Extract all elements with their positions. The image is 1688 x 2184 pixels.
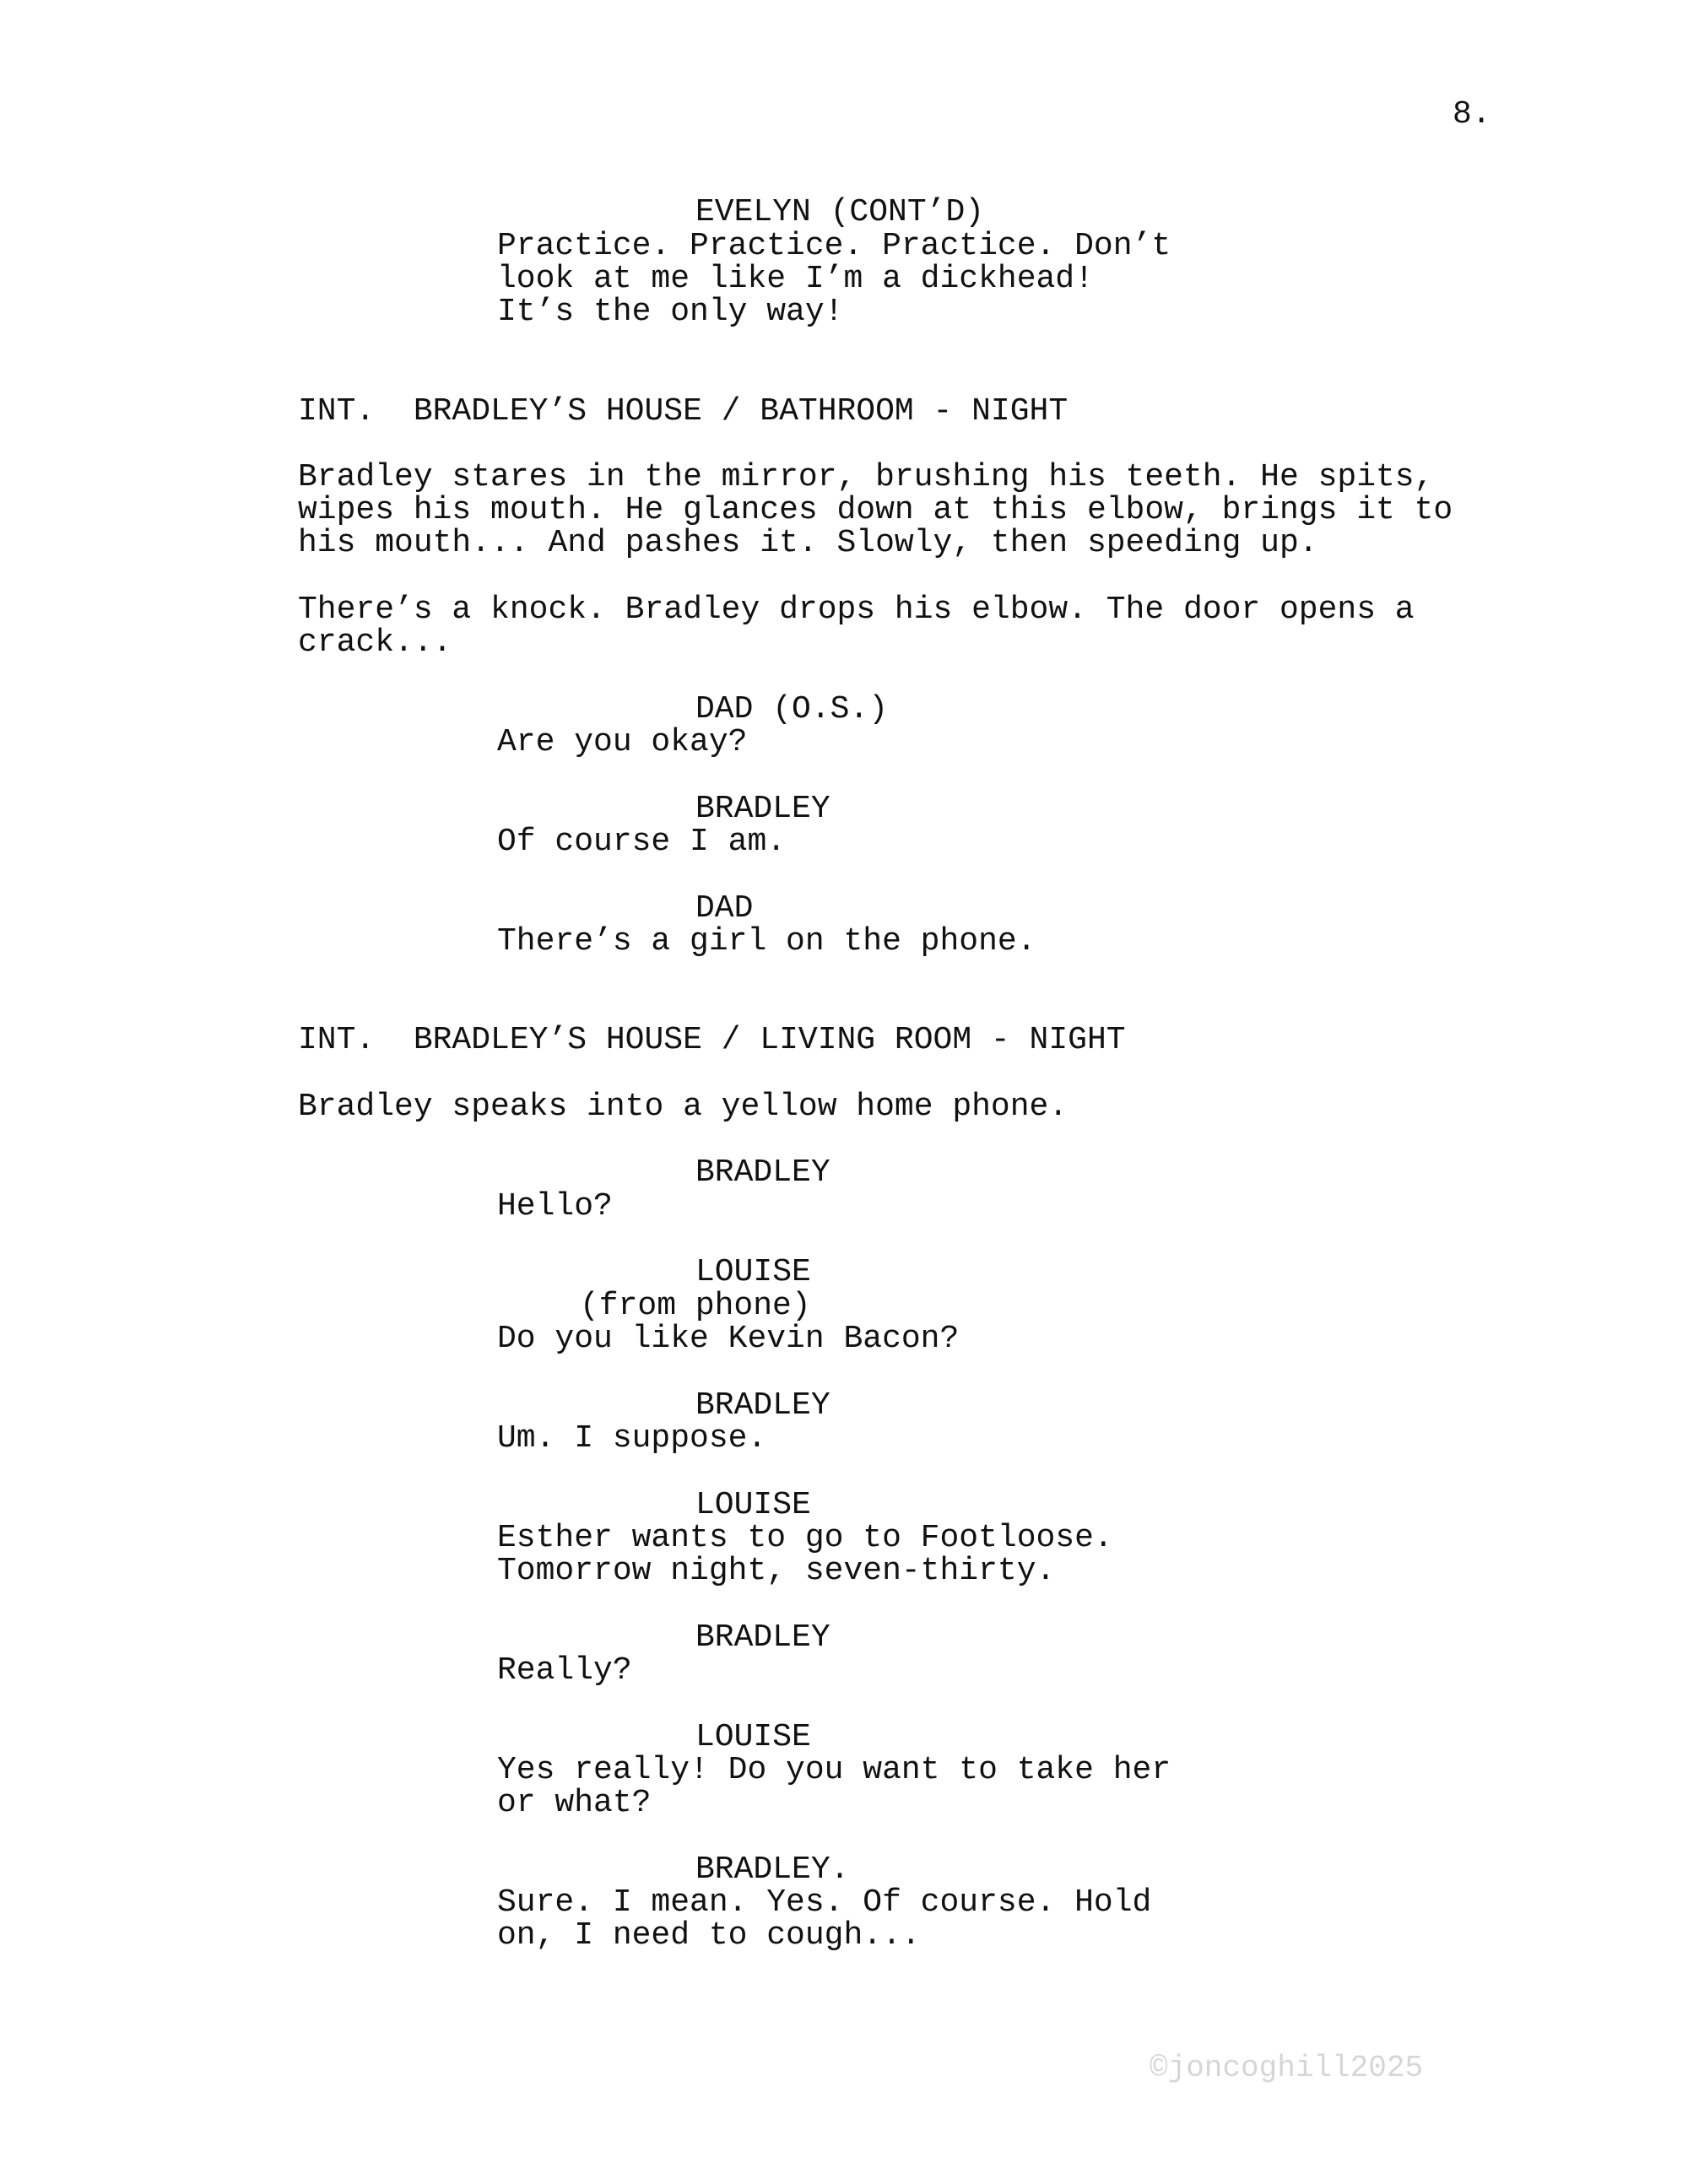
dialogue-line: look at me like I’m a dickhead! <box>497 261 1094 297</box>
dialogue-line: Sure. I mean. Yes. Of course. Hold <box>497 1884 1152 1921</box>
scene-heading: INT. BRADLEY’S HOUSE / LIVING ROOM - NIGHT <box>298 1022 1126 1058</box>
dialogue-line: Are you okay? <box>497 724 748 760</box>
character-name: LOUISE <box>695 1719 811 1755</box>
dialogue-line: Hello? <box>497 1188 613 1224</box>
action-line: There’s a knock. Bradley drops his elbow. The door opens a <box>298 592 1415 628</box>
character-name: BRADLEY <box>695 1619 830 1656</box>
action-line: Bradley stares in the mirror, brushing his teeth. He spits, <box>298 459 1434 495</box>
dialogue-line: Do you like Kevin Bacon? <box>497 1321 960 1357</box>
page-number: 8. <box>1453 96 1491 132</box>
dialogue-line: Really? <box>497 1652 632 1689</box>
character-name: BRADLEY <box>695 791 830 827</box>
action-line: his mouth... And pashes it. Slowly, then speeding up. <box>298 525 1318 561</box>
character-name: BRADLEY <box>695 1154 830 1191</box>
action-line: crack... <box>298 624 452 661</box>
dialogue-line: It’s the only way! <box>497 294 844 330</box>
dialogue-line: Practice. Practice. Practice. Don’t <box>497 228 1171 264</box>
character-name: DAD (O.S.) <box>695 691 889 727</box>
dialogue-line: Esther wants to go to Footloose. <box>497 1520 1113 1556</box>
action-line: wipes his mouth. He glances down at this elbow, brings it to <box>298 492 1453 528</box>
dialogue-line: Um. I suppose. <box>497 1420 767 1457</box>
dialogue-line: Yes really! Do you want to take her <box>497 1752 1171 1788</box>
character-name: DAD <box>695 890 754 927</box>
character-name: BRADLEY <box>695 1387 830 1424</box>
dialogue-line: Of course I am. <box>497 824 787 860</box>
scene-heading: INT. BRADLEY’S HOUSE / BATHROOM - NIGHT <box>298 393 1069 430</box>
character-name: LOUISE <box>695 1487 811 1523</box>
character-name: LOUISE <box>695 1254 811 1290</box>
dialogue-line: Tomorrow night, seven-thirty. <box>497 1553 1056 1589</box>
dialogue-line: There’s a girl on the phone. <box>497 923 1036 960</box>
dialogue-line: or what? <box>497 1785 652 1821</box>
character-name: BRADLEY. <box>695 1852 850 1888</box>
copyright-watermark: ©joncoghill2025 <box>1150 2051 1424 2085</box>
character-name: EVELYN (CONT’D) <box>695 194 985 230</box>
dialogue-line: on, I need to cough... <box>497 1917 921 1954</box>
parenthetical: (from phone) <box>580 1288 811 1324</box>
action-line: Bradley speaks into a yellow home phone. <box>298 1089 1069 1125</box>
